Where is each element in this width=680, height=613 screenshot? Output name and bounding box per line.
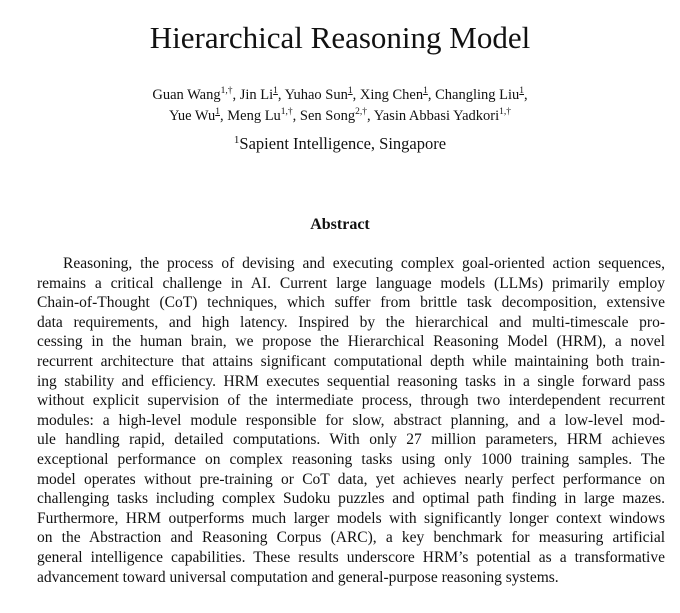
abstract-line: Furthermore, HRM outperforms much larger models with significantly longer context windows [37,509,665,527]
author-list [0,85,680,127]
affiliation-name: Sapient Intelligence, Singapore [239,134,447,153]
author: Sen Song$^{2,\dagger}$ [299,107,367,124]
author: Yuhao Sun$^1$ [284,86,353,103]
author: Jin Li$^1$ [239,86,278,103]
author: Changling Liu$^1$ [435,86,525,103]
abstract-line: exceptional performance on complex reasoning tasks using only 1000 training samples. The [37,450,665,468]
author-line-2: Yue Wu$^1$, Meng $Lu^{1,\dagger}$, Sen Song$^{2,\dagger}$, Yasin Abbasi Yadkori$^{1,\dagger}$ [168,107,512,124]
author: Guan Wang$^{1,\dagger}$ [152,86,233,103]
abstract-line: modules: a high-level module responsible for slow, abstract planning, and a low-level mod- [37,411,665,429]
paper-title: Hierarchical Reasoning Model [149,20,531,55]
abstract-line: Reasoning, the process of devising and executing complex goal-oriented action sequences, [63,255,665,272]
abstract-line: without explicit supervision of the intermediate process, through two interdependent recurrent [37,392,665,410]
author-line-1: Guan Wang$^{1,\dagger}$, Jin Li$^1$, Yuhao Sun$^1$, Xing Chen$^1$, Changling Liu$^1$, [152,86,528,103]
abstract-body [37,254,665,587]
abstract-line: challenging tasks including complex Sudoku puzzles and optimal path finding in large mazes. [37,490,665,508]
affiliation [0,133,680,155]
abstract-line: recurrent architecture that attains significant computational depth while maintaining both train- [37,352,665,370]
abstract-line: model operates without pre-training or CoT data, yet achieves nearly perfect performance on [37,470,665,488]
abstract-line: Chain-of-Thought (CoT) techniques, which suffer from brittle task decomposition, extensive [37,294,665,312]
abstract-line: remains a critical challenge in AI. Current large language models (LLMs) primarily employ [37,274,665,292]
abstract-line: ing stability and efficiency. HRM executes sequential reasoning tasks in a single forward pass [37,372,665,390]
affiliation-mark: 1 [233,134,240,146]
author: Xing Chen$^1$ [359,86,428,103]
abstract-line: cessing in the human brain, we propose the Hierarchical Reasoning Model (HRM), a novel [37,333,665,351]
author: Yasin Abbasi Yadkori$^{1,\dagger}$ [373,107,512,124]
abstract-line: data requirements, and high latency. Inspired by the hierarchical and multi-timescale pro- [37,313,665,331]
author: Meng $Lu^{1,\dagger}$ [227,107,293,124]
abstract-line: advancement toward universal computation and general-purpose reasoning systems. [37,568,559,586]
author: Yue Wu$^1$ [168,107,220,124]
abstract-line: on the Abstraction and Reasoning Corpus (ARC), a key benchmark for measuring artificial [37,529,665,547]
abstract-line: ule handling rapid, detailed computations. With only 27 million parameters, HRM achieves [37,431,665,449]
abstract-heading: Abstract [310,216,370,233]
abstract-line: general intelligence capabilities. These results underscore HRM’s potential as a transformative [37,548,665,566]
